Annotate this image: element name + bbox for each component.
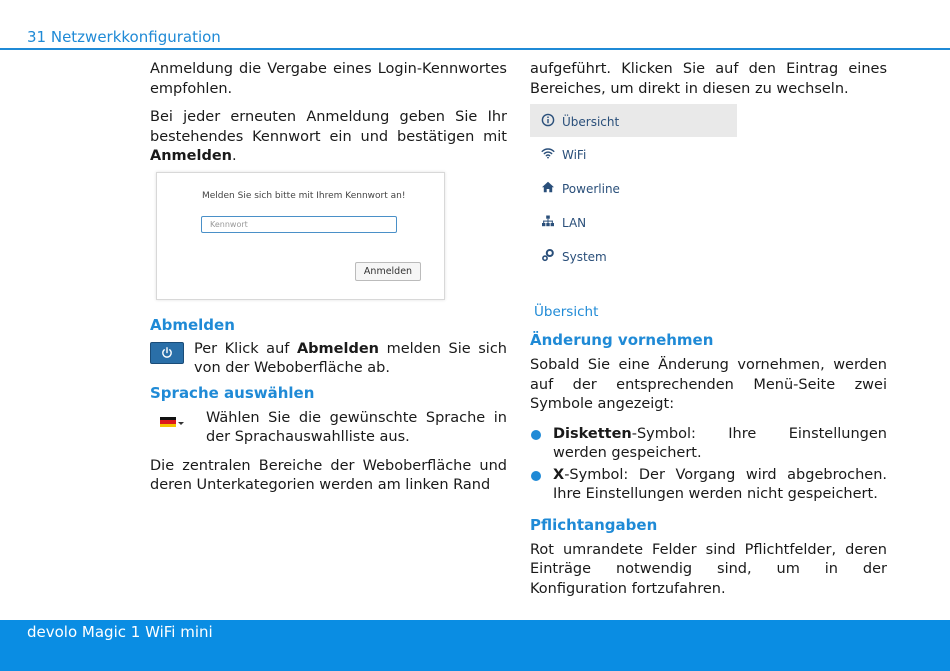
logout-row xyxy=(150,340,507,379)
chapter-title: 31 Netzwerkkonfiguration xyxy=(27,28,221,46)
text-fragment: -Symbol: Ihre Einstellungen werden gespeichert. xyxy=(553,425,887,461)
network-icon xyxy=(541,214,555,228)
login-button[interactable]: Anmelden xyxy=(355,262,421,281)
bullet-icon xyxy=(531,430,541,440)
chevron-down-icon[interactable] xyxy=(178,422,184,425)
text-fragment: . xyxy=(232,148,237,164)
sidebar-menu-screenshot xyxy=(530,104,737,273)
bold-abmelden: Abmelden xyxy=(296,340,379,357)
bold-disketten: Disketten xyxy=(553,425,632,442)
login-dialog-screenshot xyxy=(156,172,445,300)
menu-label: LAN xyxy=(562,216,587,230)
language-text: Wählen Sie die gewünschte Sprache in der Sprachauswahlliste aus. xyxy=(206,409,507,445)
menu-label: Übersicht xyxy=(562,115,620,129)
bold-x: X xyxy=(553,466,565,483)
password-input[interactable]: Kennwort xyxy=(201,216,397,233)
list-item xyxy=(530,425,887,464)
login-prompt: Melden Sie sich bitte mit Ihrem Kennwort an! xyxy=(202,190,406,201)
text-fragment: Per Klick auf xyxy=(194,340,297,357)
menu-label: System xyxy=(562,250,607,264)
list-item xyxy=(530,466,887,505)
header-divider xyxy=(0,48,950,50)
language-row xyxy=(150,409,507,448)
logout-text xyxy=(194,340,507,379)
change-heading: Änderung vornehmen xyxy=(530,331,714,349)
menu-item-wifi[interactable] xyxy=(530,137,737,171)
product-name: devolo Magic 1 WiFi mini xyxy=(27,623,213,641)
change-text: Sobald Sie eine Änderung vornehmen, werden auf der entsprechenden Menü-Seite zwei Symbole angezeigt: xyxy=(530,357,887,412)
german-flag-icon[interactable] xyxy=(160,417,176,428)
paragraph-main-areas: Die zentralen Bereiche der Weboberfläche und deren Unterkategorien werden am linken Rand xyxy=(150,457,507,493)
page-footer xyxy=(0,620,950,671)
logout-heading: Abmelden xyxy=(150,315,235,334)
menu-item-lan[interactable] xyxy=(530,205,737,239)
left-column xyxy=(150,60,507,496)
paragraph-login-repeat xyxy=(150,108,507,167)
text-fragment: Bei jeder erneuten Anmeldung geben Sie Ihr bestehendes Kennwort ein und bestätigen mit xyxy=(150,109,507,145)
gears-icon xyxy=(541,248,555,262)
page-header xyxy=(0,0,950,52)
menu-item-system[interactable] xyxy=(530,239,737,273)
bullet-icon xyxy=(531,471,541,481)
menu-label: WiFi xyxy=(562,148,587,162)
bold-anmelden: Anmelden xyxy=(150,148,232,164)
text-fragment: melden Sie sich von der Weboberfläche ab. xyxy=(194,340,507,376)
paragraph-login-recommendation: Anmeldung die Vergabe eines Login-Kennwortes empfohlen. xyxy=(150,61,507,97)
info-icon xyxy=(541,113,555,127)
language-heading: Sprache auswählen xyxy=(150,383,315,402)
required-heading: Pflichtangaben xyxy=(530,515,658,534)
wifi-icon xyxy=(541,146,555,160)
figure-caption: Übersicht xyxy=(534,304,599,320)
text-fragment: -Symbol: Der Vorgang wird abgebrochen. Ihre Einstellungen werden nicht gespeichert. xyxy=(553,466,887,502)
power-icon[interactable] xyxy=(150,342,184,364)
menu-label: Powerline xyxy=(562,182,620,196)
house-icon xyxy=(541,180,555,194)
menu-item-uebersicht[interactable] xyxy=(530,104,737,137)
menu-item-powerline[interactable] xyxy=(530,171,737,205)
symbol-list xyxy=(530,425,887,505)
paragraph-menu-intro: aufgeführt. Klicken Sie auf den Eintrag eines Bereiches, um direkt in diesen zu wechseln. xyxy=(530,61,887,97)
required-text: Rot umrandete Felder sind Pflichtfelder, deren Einträge notwendig sind, um in der Konfiguration fortzufahren. xyxy=(530,541,887,597)
right-column xyxy=(530,60,887,599)
